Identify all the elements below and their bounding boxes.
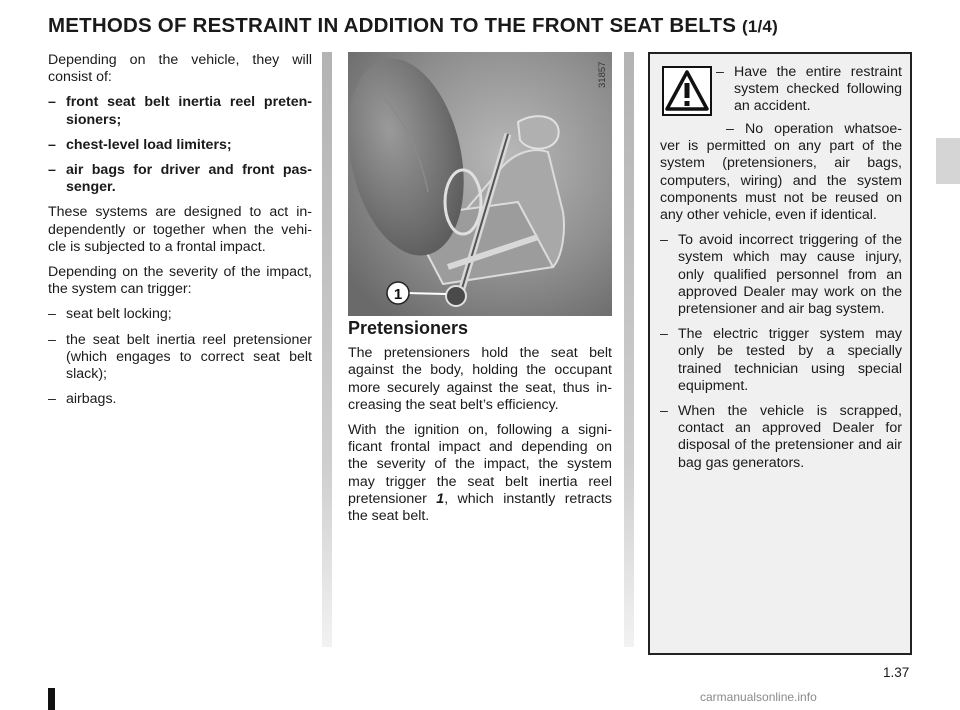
paragraph: With the ignition on, following a signi-ficant frontal impact and depending on the severity of the impact, the system may trigger the seat belt inertia reel pretensioner 1, which instantly retracts the seat belt. [348, 422, 613, 525]
page-title: METHODS OF RESTRAINT IN ADDITION TO THE FRONT SEAT BELTS (1/4) [48, 14, 778, 37]
warning-item: – Have the entire restraint system checked following an accident. [716, 64, 902, 115]
page-number: 1.37 [883, 665, 910, 680]
list-item: – air bags for driver and front pas-senger. [48, 162, 312, 196]
section-tab [936, 138, 960, 184]
list-item: – seat belt locking; [48, 306, 172, 323]
warning-triangle-icon [662, 66, 712, 116]
margin-mark [48, 688, 55, 710]
warning-item: – The electric trigger system may only be tested by a specially trained technician using special equipment. [660, 326, 902, 394]
watermark: carmanualsonline.info [700, 690, 817, 704]
warning-item: – When the vehicle is scrapped, contact an approved Dealer for disposal of the pretensioner and air bag gas generators. [660, 403, 902, 471]
reference-number: 1 [436, 490, 445, 507]
left-column [48, 52, 312, 416]
warning-box [648, 52, 912, 655]
column-separator [624, 52, 634, 647]
middle-column [348, 320, 612, 533]
page-title-part: (1/4) [741, 17, 778, 36]
warning-item: – To avoid incorrect triggering of the system which may cause injury, only qualified personnel from an approved Dealer may work on the pretensioner and air bag system. [660, 232, 902, 318]
list-item: – chest-level load limiters; [48, 136, 232, 153]
paragraph: These systems are designed to act in-dependently or together when the vehi-cle is subjected to a frontal impact. [48, 204, 312, 255]
warning-item: – No operation whatsoe- ver is permitted on any part of the system (pretensioners, air bags, computers, wiring) and the system components must not be reused on any other vehicle, even if identical. [660, 121, 902, 224]
paragraph: The pretensioners hold the seat belt against the body, holding the occupant more securely against the seat, thus in-creasing the seat belt’s efficiency. [348, 345, 612, 413]
paragraph: Depending on the severity of the impact, the system can trigger: [48, 264, 312, 298]
warning-body [660, 121, 902, 480]
seat-airbag-illustration [348, 52, 612, 316]
photo-code: 31857 [597, 61, 608, 88]
column-separator [322, 52, 332, 647]
list-item: – front seat belt inertia reel preten-sioners; [48, 94, 312, 128]
callout-label: 1 [393, 286, 403, 303]
section-heading: Pretensioners [348, 318, 469, 338]
intro-text: Depending on the vehicle, they will consist of: [48, 52, 312, 86]
list-item: – the seat belt inertia reel pretensioner (which engages to correct seat belt slack); [48, 331, 312, 383]
list-item: – airbags. [48, 391, 117, 408]
